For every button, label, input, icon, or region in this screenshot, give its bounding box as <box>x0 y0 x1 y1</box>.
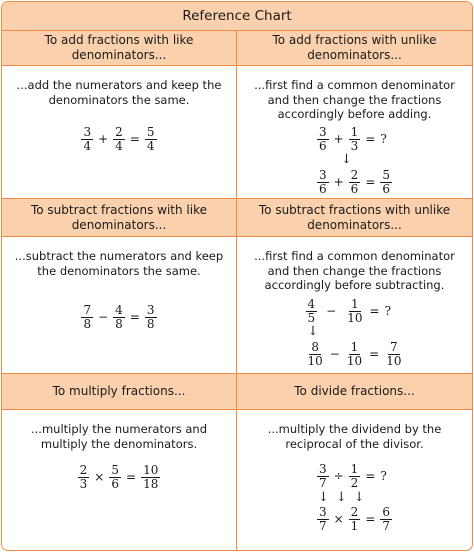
fraction <box>345 341 364 368</box>
heading-divide: To divide fractions... <box>294 384 415 398</box>
denominator: 7 <box>318 476 327 490</box>
equals-sign: = <box>129 310 140 325</box>
numerator: 2 <box>350 505 359 519</box>
numerator: 5 <box>146 125 155 139</box>
arrow-down-icon: ↓ <box>353 489 365 505</box>
fraction-result <box>384 341 403 368</box>
cell-add-like <box>2 66 237 198</box>
denominator: 1 <box>350 519 359 533</box>
equals-sign: = <box>365 469 376 484</box>
fraction <box>113 126 125 153</box>
arrow-down-icon: ↓ <box>317 489 329 505</box>
numerator: 1 <box>350 462 359 476</box>
numerator: 2 <box>79 463 88 477</box>
text-sub-like: ...subtract the numerators and keep the denominators the same. <box>14 249 224 278</box>
unknown-result: ? <box>384 303 391 318</box>
equation-add-unlike <box>317 126 392 196</box>
denominator: 6 <box>382 181 391 196</box>
fraction-result <box>145 126 157 153</box>
numerator: 7 <box>83 303 92 317</box>
fraction <box>78 464 90 491</box>
text-add-like: ...add the numerators and keep the denominators the same. <box>16 78 222 107</box>
text-multiply: ...multiply the numerators and multiply the denominators. <box>30 422 208 451</box>
denominator: 2 <box>350 476 359 490</box>
fraction <box>113 304 125 331</box>
denominator: 8 <box>83 317 92 331</box>
cell-divide <box>237 410 472 550</box>
body-row-subtraction <box>2 237 472 374</box>
fraction-result <box>145 304 157 331</box>
numerator: 3 <box>318 462 327 476</box>
fraction <box>317 506 329 533</box>
denominator: 10 <box>386 353 402 368</box>
fraction <box>349 506 361 533</box>
denominator: 4 <box>83 139 92 153</box>
equation-line-1 <box>306 298 391 325</box>
divide-operator: ÷ <box>333 469 344 484</box>
body-row-addition <box>2 66 472 199</box>
denominator: 3 <box>350 138 359 153</box>
denominator: 3 <box>79 477 88 491</box>
conversion-arrows <box>306 325 319 341</box>
equation-sub-like <box>81 304 156 331</box>
denominator: 10 <box>346 353 363 368</box>
numerator: 5 <box>382 167 391 182</box>
equation-divide <box>317 463 392 533</box>
header-row-addition <box>2 31 472 66</box>
numerator: 3 <box>146 303 155 317</box>
minus-operator: − <box>326 303 337 318</box>
fraction <box>81 304 93 331</box>
equation-multiply <box>78 464 161 491</box>
text-sub-unlike: ...first find a common denominator and then change the fractions accordingly before subtracting. <box>254 249 455 292</box>
denominator: 6 <box>318 181 327 196</box>
denominator: 4 <box>115 139 123 153</box>
equation-line-2 <box>306 341 404 368</box>
arrow-down-icon: ↓ <box>307 324 319 340</box>
minus-operator: − <box>329 346 340 361</box>
equation-line-2 <box>317 169 392 196</box>
numerator: 3 <box>83 125 92 139</box>
denominator: 8 <box>115 317 123 331</box>
equation-line-1 <box>317 126 387 153</box>
conversion-arrows <box>317 490 365 506</box>
equals-sign: = <box>126 470 137 485</box>
numerator: 3 <box>318 167 327 182</box>
arrow-down-icon: ↓ <box>335 489 347 505</box>
equation-line-1 <box>317 463 387 490</box>
fraction <box>317 463 329 490</box>
numerator: 3 <box>318 124 327 139</box>
equals-sign: = <box>365 512 376 527</box>
header-row-multiply-divide <box>2 374 472 410</box>
fraction <box>81 126 93 153</box>
arrow-down-icon: ↓ <box>340 152 352 168</box>
fraction <box>306 298 318 325</box>
text-divide: ...multiply the dividend by the reciprocal of the divisor. <box>267 422 442 451</box>
heading-sub-unlike: To subtract fractions with unlike denominators... <box>258 202 451 232</box>
denominator: 5 <box>307 310 316 325</box>
conversion-arrows <box>317 153 352 169</box>
denominator: 6 <box>111 477 119 491</box>
heading-multiply: To multiply fractions... <box>2 374 237 409</box>
minus-operator: − <box>98 310 109 325</box>
unknown-result: ? <box>380 131 387 146</box>
denominator: 7 <box>318 519 327 533</box>
numerator: 2 <box>350 167 359 182</box>
numerator: 1 <box>351 296 359 311</box>
fraction <box>349 169 361 196</box>
cell-sub-unlike <box>237 237 472 373</box>
fraction-result <box>141 464 160 491</box>
fraction <box>306 341 325 368</box>
chart-title: Reference Chart <box>2 2 472 31</box>
numerator: 4 <box>307 296 316 311</box>
denominator: 7 <box>382 519 391 533</box>
denominator: 10 <box>347 310 363 325</box>
numerator: 1 <box>350 124 359 139</box>
denominator: 10 <box>307 353 323 368</box>
fraction <box>349 126 361 153</box>
numerator: 8 <box>311 339 319 354</box>
numerator: 1 <box>350 339 359 354</box>
heading-sub-like: To subtract fractions with like denominators... <box>2 199 237 236</box>
equals-sign: = <box>365 131 376 146</box>
equals-sign: = <box>365 174 376 189</box>
numerator: 7 <box>390 339 398 354</box>
header-row-subtraction <box>2 199 472 237</box>
numerator: 5 <box>111 463 119 477</box>
denominator: 6 <box>318 138 327 153</box>
multiply-operator: × <box>94 470 105 485</box>
fraction-result <box>380 169 392 196</box>
fraction-result <box>380 506 392 533</box>
body-row-multiply-divide <box>2 410 472 550</box>
equals-sign: = <box>129 132 140 147</box>
numerator: 6 <box>382 505 391 519</box>
equation-add-like <box>81 126 156 153</box>
cell-add-unlike <box>237 66 472 198</box>
equation-sub-unlike <box>306 298 404 368</box>
fraction <box>317 169 329 196</box>
denominator: 8 <box>146 317 155 331</box>
denominator: 4 <box>146 139 155 153</box>
reference-chart <box>1 1 473 551</box>
unknown-result: ? <box>380 469 387 484</box>
fraction <box>345 298 364 325</box>
numerator: 4 <box>115 303 123 317</box>
denominator: 18 <box>143 477 159 491</box>
heading-add-like: To add fractions with like denominators... <box>2 31 237 65</box>
numerator: 2 <box>115 125 123 139</box>
numerator: 3 <box>318 505 327 519</box>
fraction <box>317 126 329 153</box>
fraction <box>109 464 121 491</box>
plus-operator: + <box>333 174 344 189</box>
fraction <box>349 463 361 490</box>
heading-add-unlike: To add fractions with unlike denominators... <box>272 33 437 62</box>
equals-sign: = <box>369 346 380 361</box>
multiply-operator: × <box>333 512 344 527</box>
cell-multiply <box>2 410 237 550</box>
text-add-unlike: ...first find a common denominator and then change the fractions accordingly before adding. <box>254 78 455 121</box>
cell-sub-like <box>2 237 237 373</box>
plus-operator: + <box>333 131 344 146</box>
equation-line-2 <box>317 506 392 533</box>
denominator: 6 <box>350 181 359 196</box>
plus-operator: + <box>98 132 109 147</box>
numerator: 10 <box>143 463 159 477</box>
equals-sign: = <box>369 303 380 318</box>
